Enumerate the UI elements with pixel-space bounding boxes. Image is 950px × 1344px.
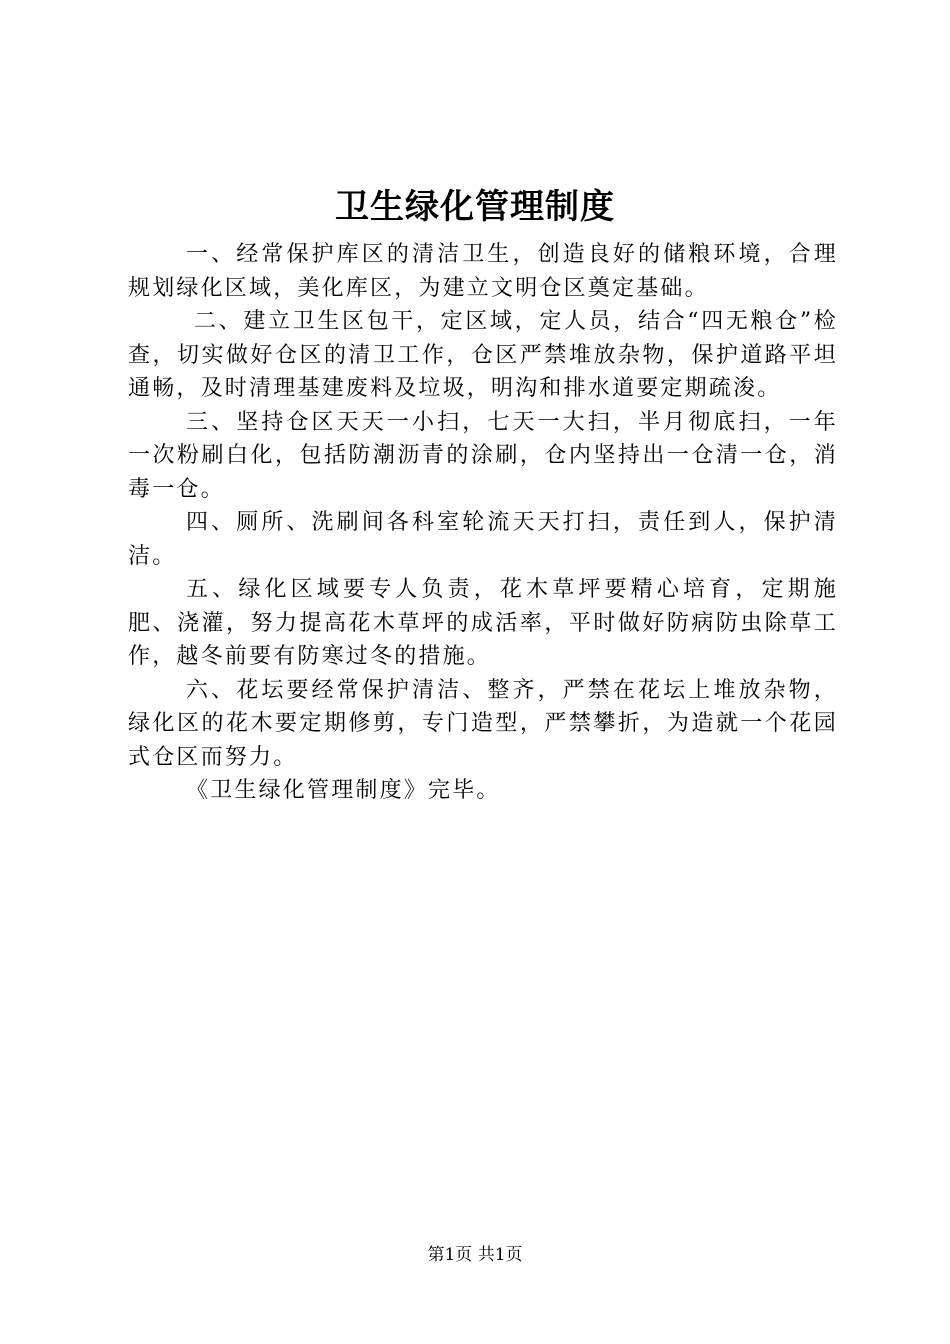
page-number-footer: 第1页 共1页: [427, 1245, 523, 1265]
document-body: [128, 238, 838, 808]
paragraph-1: 一、经常保护库区的清洁卫生，创造良好的储粮环境，合理规划绿化区域，美化库区，为建立文明仓区奠定基础。: [128, 242, 838, 301]
paragraph-3: 三、坚持仓区天天一小扫，七天一大扫，半月彻底扫，一年一次粉刷白化，包括防潮沥青的涂刷，仓内坚持出一仓清一仓，消毒一仓。: [128, 409, 838, 502]
paragraph-2: 二、建立卫生区包干，定区域，定人员，结合“四无粮仓”检查，切实做好仓区的清卫工作，仓区严禁堆放杂物，保护道路平坦通畅，及时清理基建废料及垃圾，明沟和排水道要定期疏浚。: [128, 309, 838, 401]
paragraph-6: 六、花坛要经常保护清洁、整齐，严禁在花坛上堆放杂物，绿化区的花木要定期修剪，专门造型，严禁攀折，为造就一个花园式仓区而努力。: [128, 677, 838, 770]
paragraph-5: 五、绿化区域要专人负责，花木草坪要精心培育，定期施肥、浇灌，努力提高花木草坪的成活率，平时做好防病防虫除草工作，越冬前要有防寒过冬的措施。: [128, 577, 838, 669]
page-title: 卫生绿化管理制度: [335, 187, 615, 227]
paragraph-closing: 《卫生绿化管理制度》完毕。: [186, 778, 501, 803]
paragraph-4: 四、厕所、洗刷间各科室轮流天天打扫，责任到人，保护清洁。: [128, 510, 838, 569]
